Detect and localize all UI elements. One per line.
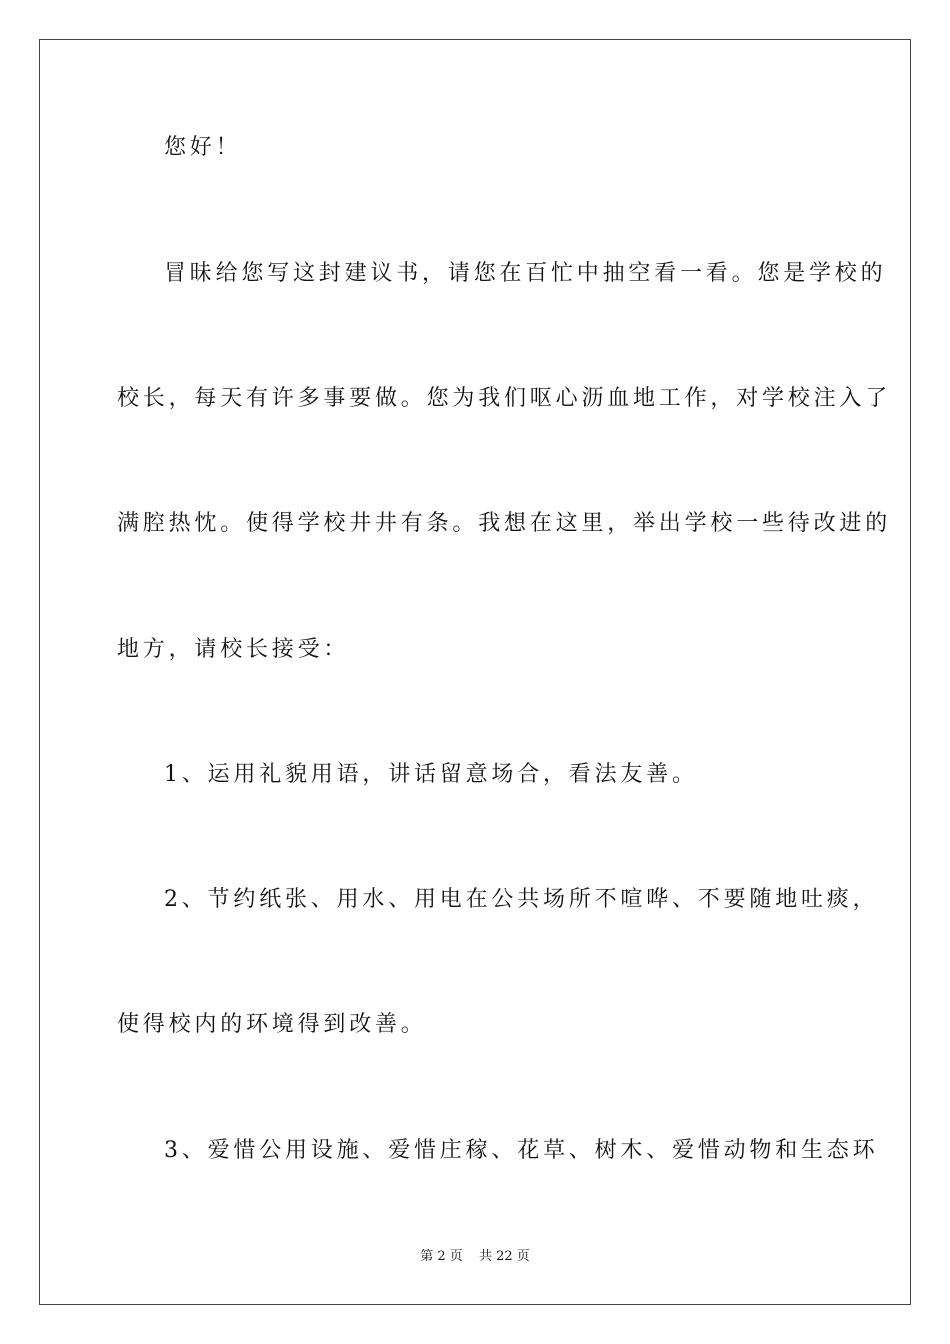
page-number: 第 2 页 — [420, 1249, 463, 1264]
greeting-line: 您好！ — [164, 135, 242, 160]
paragraph-line-4: 地方，请校长接受： — [117, 637, 350, 662]
list-item-1: 1、运用礼貌用语，讲话留意场合，看法友善。 — [164, 762, 698, 787]
paragraph-line-1: 冒昧给您写这封建议书，请您在百忙中抽空看一看。您是学校的 — [164, 261, 887, 286]
page-border — [39, 39, 911, 1305]
list-item-3: 3、爱惜公用设施、爱惜庄稼、花草、树木、爱惜动物和生态环 — [164, 1138, 879, 1163]
page-total: 共 22 页 — [478, 1249, 530, 1264]
paragraph-line-3: 满腔热忱。使得学校井井有条。我想在这里，举出学校一些待改进的 — [117, 511, 892, 536]
list-item-2-continuation: 使得校内的环境得到改善。 — [117, 1012, 427, 1037]
page-footer — [0, 1248, 950, 1266]
paragraph-line-2: 校长，每天有许多事要做。您为我们呕心沥血地工作，对学校注入了 — [117, 386, 892, 411]
list-item-2: 2、节约纸张、用水、用电在公共场所不喧哗、不要随地吐痰， — [164, 887, 879, 912]
